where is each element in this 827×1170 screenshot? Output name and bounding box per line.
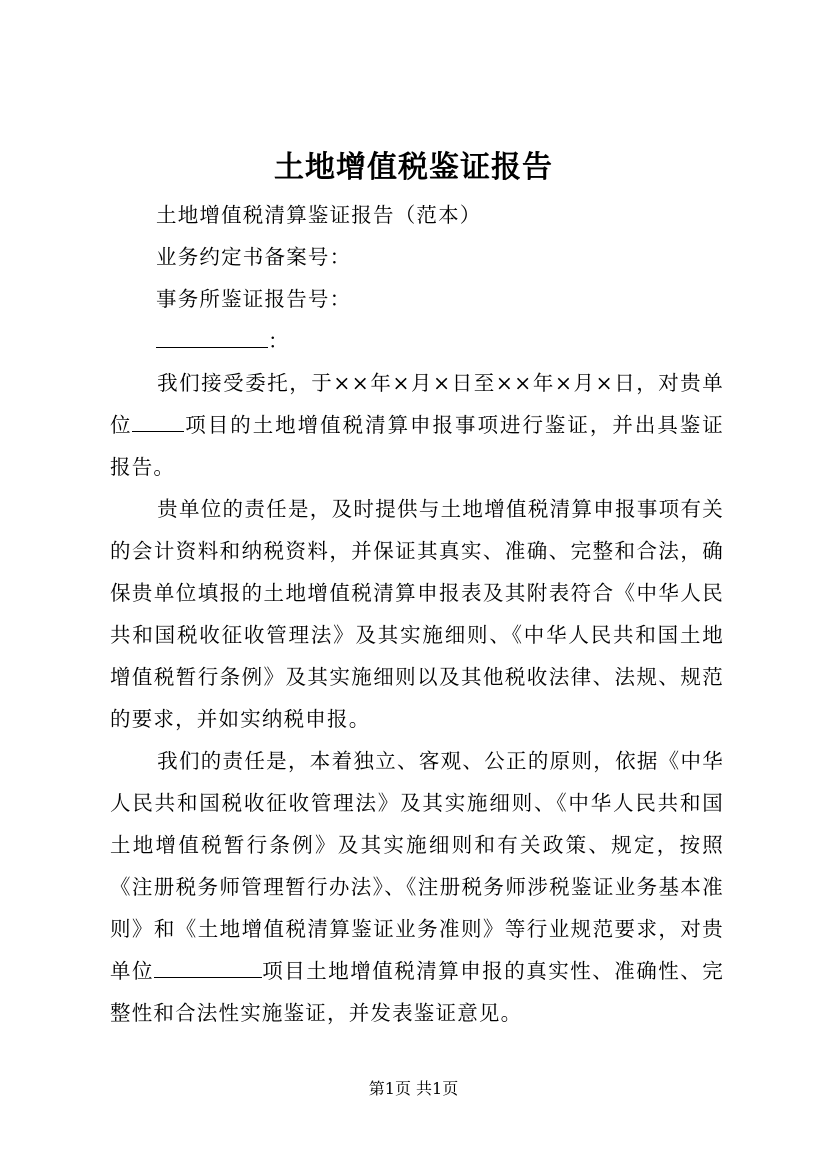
addressee-line [110,320,724,362]
document-body [110,194,724,1034]
project-name-blank [132,411,184,433]
paragraph-engagement [110,362,724,488]
subtitle-line: 土地增值税清算鉴证报告（范本） [156,203,482,227]
paragraph-our-responsibility-part2: 项目土地增值税清算申报的真实性、准确性、完整性和合法性实施鉴证，并发表鉴证意见。 [110,959,724,1025]
agreement-number-line: 业务约定书备案号： [156,245,352,269]
paragraph-engagement-part1: 我们接受委托，于××年×月×日至××年×月×日，对贵单位 [110,371,724,437]
paragraph-our-responsibility-part1: 我们的责任是，本着独立、客观、公正的原则，依据《中华人民共和国税收征收管理法》及其实施细则、《中华人民共和国土地增值税暂行条例》及其实施细则和有关政策、规定，按照《注册税务师管理暂行办法》、《注册税务师涉税鉴证业务基本准则》和《土地增值税清算鉴证业务准则》等行业规范要求，对贵单位 [110,749,724,983]
project-name-blank-2 [154,957,262,979]
page-footer: 第1页 共1页 [368,1079,459,1098]
paragraph-engagement-part2: 项目的土地增值税清算申报事项进行鉴证，并出具鉴证报告。 [110,413,724,479]
addressee-blank [156,327,268,349]
report-number-line: 事务所鉴证报告号： [156,287,352,311]
addressee-colon: ： [268,329,290,353]
document-title: 土地增值税鉴证报告 [274,150,553,185]
paragraph-client-responsibility: 贵单位的责任是，及时提供与土地增值税清算申报事项有关的会计资料和纳税资料，并保证其真实、准确、完整和合法，确保贵单位填报的土地增值税清算申报表及其附表符合《中华人民共和国税收征收管理法》及其实施细则、《中华人民共和国土地增值税暂行条例》及其实施细则以及其他税收法律、法规、规范的要求，并如实纳税申报。 [110,497,724,731]
paragraph-our-responsibility [110,740,724,1034]
